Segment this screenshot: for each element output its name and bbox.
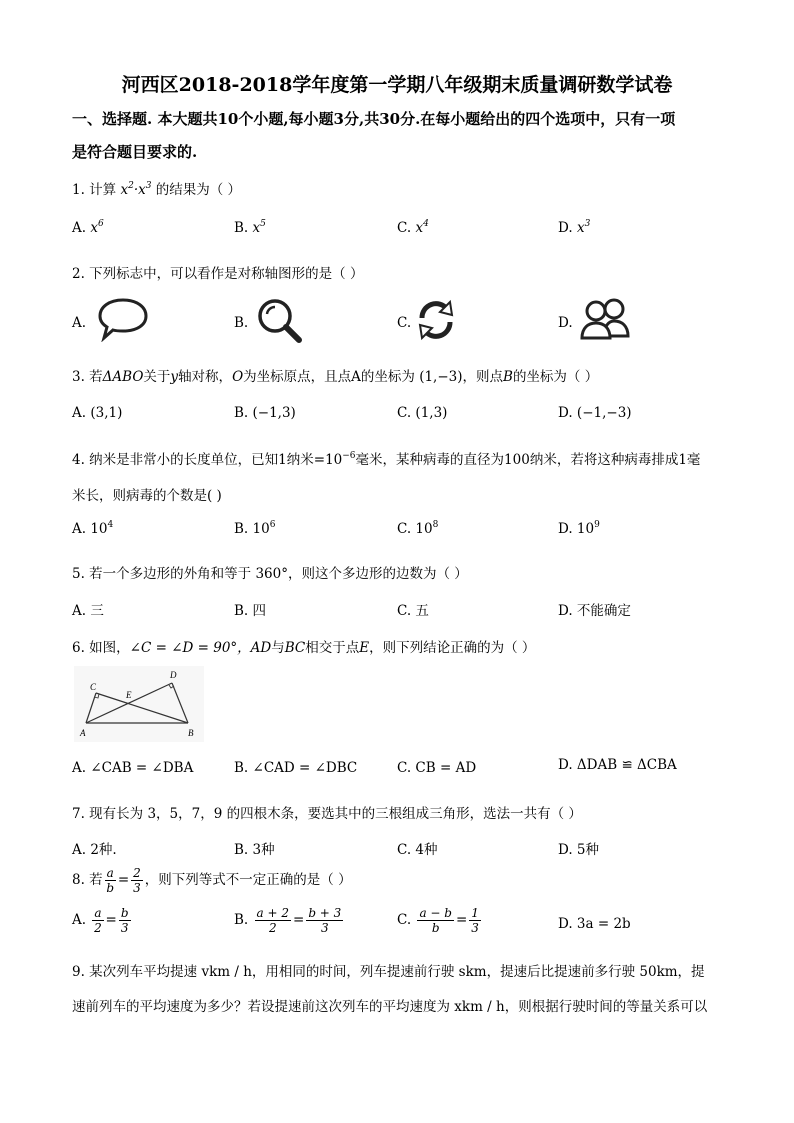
question-2: 2. 下列标志中，可以看作是对称轴图形的是（ ）	[72, 266, 364, 282]
q6-option-a[interactable]: A. ∠CAB = ∠DBA	[72, 760, 194, 776]
question-9-line1: 9. 某次列车平均提速 vkm / h，用相同的时间，列车提速前行驶 skm，提速后比提速前多行驶 50km，提	[72, 964, 705, 980]
q6-option-c[interactable]: C. CB = AD	[397, 760, 477, 776]
users-icon	[578, 296, 634, 342]
q4-option-c[interactable]: C. $10^8$	[397, 520, 439, 537]
q3-option-a[interactable]: A. (3,1)	[72, 405, 123, 421]
q2-option-d-label[interactable]: D.	[558, 315, 573, 331]
question-7: 7. 现有长为 3，5，7，9 的四根木条，要选其中的三根组成三角形，选法一共有（ ）	[72, 806, 582, 822]
q8-option-d[interactable]: D. 3a = 2b	[558, 916, 631, 932]
q7-option-c[interactable]: C. 4种	[397, 842, 438, 858]
q3-option-c[interactable]: C. (1,3)	[397, 405, 448, 421]
q7-option-d[interactable]: D. 5种	[558, 842, 600, 858]
figure-label-e: E	[126, 690, 132, 700]
q1-option-d[interactable]: D. $x^3$	[558, 219, 591, 236]
q7-option-b[interactable]: B. 3种	[234, 842, 275, 858]
q3-option-b[interactable]: B. (−1,3)	[234, 405, 296, 421]
q2-option-a-label[interactable]: A.	[72, 315, 87, 331]
question-1	[72, 178, 241, 198]
section-header-line1: 一、选择题. 本大题共10个小题,每小题3分,共30分.在每小题给出的四个选项中，只有一项	[72, 110, 676, 128]
question-9-line2: 速前列车的平均速度为多少？若设提速前这次列车的平均速度为 xkm / h，则根据行驶时间的等量关系可以	[72, 999, 708, 1015]
q5-option-a[interactable]: A. 三	[72, 603, 104, 619]
q5-option-b[interactable]: B. 四	[234, 603, 267, 619]
q5-option-c[interactable]: C. 五	[397, 603, 429, 619]
q2-option-c-label[interactable]: C.	[397, 315, 412, 331]
q8-option-a[interactable]: A. $\frac{a}{2}$ = $\frac{b}{3}$	[72, 906, 129, 935]
q5-option-d[interactable]: D. 不能确定	[558, 603, 631, 619]
q7-option-a[interactable]: A. 2种.	[72, 842, 117, 858]
q1-option-a[interactable]: A. $x^6$	[72, 219, 104, 236]
page-title: 河西区2018-2018学年度第一学期八年级期末质量调研数学试卷	[121, 74, 673, 96]
figure-label-b: B	[188, 728, 194, 738]
q8-option-c[interactable]: C. $\frac{a - b}{b}$ = $\frac{1}{3}$	[397, 906, 479, 935]
question-6: 6. 如图，∠C = ∠D = 90°，AD与BC相交于点E，则下列结论正确的为（ ）	[72, 640, 536, 656]
q4-option-b[interactable]: B. $10^6$	[234, 520, 276, 537]
q6-geometry-figure	[74, 666, 204, 742]
q1-option-c[interactable]: C. $x^4$	[397, 219, 429, 236]
q6-option-d[interactable]: D. ΔDAB ≌ ΔCBA	[558, 757, 677, 773]
figure-label-d: D	[170, 670, 177, 680]
q3-option-d[interactable]: D. (−1,−3)	[558, 405, 632, 421]
q4-option-a[interactable]: A. $10^4$	[72, 520, 114, 537]
q1-expression: $x^2\cdot x^3$	[120, 181, 152, 198]
section-header-line2: 是符合题目要求的.	[72, 143, 198, 161]
q2-option-b-label[interactable]: B.	[234, 315, 249, 331]
q6-option-b[interactable]: B. ∠CAD = ∠DBC	[234, 760, 358, 776]
q4-option-d[interactable]: D. $10^9$	[558, 520, 600, 537]
magnifier-icon	[255, 296, 305, 344]
q1-option-b[interactable]: B. $x^5$	[234, 219, 266, 236]
speech-bubble-icon	[96, 296, 150, 342]
figure-label-a: A	[80, 728, 86, 738]
question-3: 3. 若ΔABO关于y轴对称，O为坐标原点，且点A的坐标为 (1,−3)，则点B的坐标为（ ）	[72, 369, 599, 385]
refresh-icon	[414, 298, 458, 342]
question-5: 5. 若一个多边形的外角和等于 360°，则这个多边形的边数为（ ）	[72, 566, 468, 582]
figure-label-c: C	[90, 682, 97, 692]
q1-stem-post: 的结果为（ ）	[155, 182, 242, 198]
question-8: 8. 若 $\frac{a}{b}$ = $\frac{2}{3}$ ，则下列等式不一定正确的是（ ）	[72, 866, 352, 895]
q1-stem-pre: 1. 计算	[72, 182, 117, 198]
question-4-line1: 4. 纳米是非常小的长度单位，已知1纳米$=10^{-6}$毫米，某种病毒的直径为100纳米，若将这种病毒排成1毫	[72, 451, 701, 468]
question-4-line2: 米长，则病毒的个数是( )	[72, 488, 222, 504]
q8-option-b[interactable]: B. $\frac{a + 2}{2}$ = $\frac{b + 3}{3}$	[234, 906, 342, 935]
